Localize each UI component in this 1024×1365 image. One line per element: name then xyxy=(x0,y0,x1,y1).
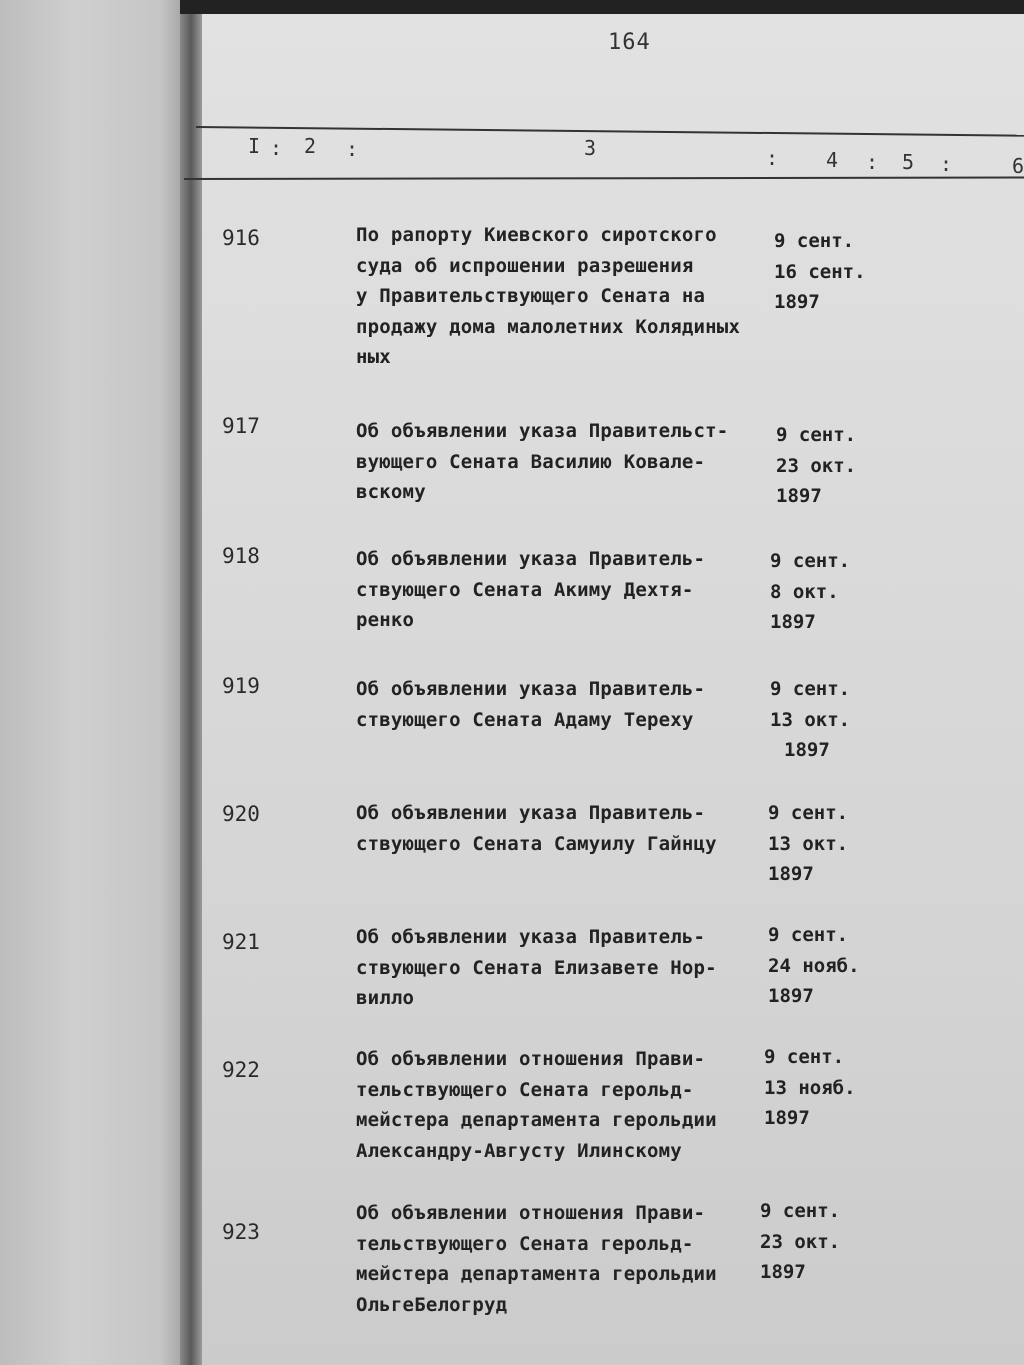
entry-dates xyxy=(770,674,850,766)
description-line: Об объявлении указа Правительст- xyxy=(356,420,729,442)
column-separator: : xyxy=(940,152,953,176)
description-line: Об объявлении указа Правитель- xyxy=(356,678,706,700)
entry-number: 917 xyxy=(222,414,260,438)
year: 1897 xyxy=(784,739,830,761)
year: 1897 xyxy=(770,611,816,633)
description-line: суда об испрошении разрешения xyxy=(356,254,694,277)
entry-number: 922 xyxy=(222,1058,260,1082)
column-header-3: 3 xyxy=(584,136,597,160)
start-date: 9 сент. xyxy=(768,924,849,946)
entry-description xyxy=(356,1044,766,1166)
description-line: мейстера департамента герольдии xyxy=(356,1109,717,1131)
entry-dates xyxy=(774,226,866,318)
top-shadow xyxy=(180,0,1024,14)
description-line: ренко xyxy=(356,609,415,631)
description-line: Об объявлении указа Правитель- xyxy=(356,548,706,570)
description-line: ОльгеБелогруд xyxy=(356,1293,508,1316)
entry-description xyxy=(356,220,766,373)
description-line: у Правительствующего Сената на xyxy=(356,285,706,307)
start-date: 9 сент. xyxy=(774,230,855,252)
description-line: тельствующего Сената герольд- xyxy=(356,1232,694,1255)
column-header-4: 4 xyxy=(826,148,839,172)
entry-dates xyxy=(768,920,860,1012)
description-line: тельствующего Сената герольд- xyxy=(356,1078,694,1101)
end-date: 16 сент. xyxy=(774,260,866,283)
entry-description xyxy=(356,1198,766,1320)
description-line: Об объявлении отношения Прави- xyxy=(356,1202,706,1224)
end-date: 13 окт. xyxy=(770,708,851,731)
end-date: 23 окт. xyxy=(760,1230,841,1253)
description-line: ствующего Сената Адаму Тереху xyxy=(356,708,694,731)
entry-description xyxy=(356,798,766,859)
description-line: вующего Сената Василию Ковале- xyxy=(356,450,706,473)
entry-description xyxy=(356,674,766,735)
entry-dates xyxy=(768,798,848,890)
description-line: Александру-Августу Илинскому xyxy=(356,1139,682,1162)
start-date: 9 сент. xyxy=(760,1200,841,1222)
year: 1897 xyxy=(774,291,820,313)
column-separator: : xyxy=(270,136,283,160)
description-line: ствующего Сената Акиму Дехтя- xyxy=(356,578,694,601)
description-line: Об объявлении указа Правитель- xyxy=(356,926,706,948)
description-line: мейстера департамента герольдии xyxy=(356,1263,717,1285)
entry-number: 920 xyxy=(222,802,260,826)
end-date: 13 нояб. xyxy=(764,1076,856,1099)
left-page-edge xyxy=(0,0,188,1365)
column-separator: : xyxy=(346,137,359,161)
year: 1897 xyxy=(768,985,814,1007)
year: 1897 xyxy=(760,1261,806,1283)
end-date: 13 окт. xyxy=(768,832,849,855)
entry-dates xyxy=(770,546,850,638)
start-date: 9 сент. xyxy=(764,1046,845,1068)
year: 1897 xyxy=(776,485,822,507)
description-line: По рапорту Киевского сиротского xyxy=(356,224,717,246)
start-date: 9 сент. xyxy=(770,550,851,572)
column-separator: : xyxy=(866,150,879,174)
entry-number: 919 xyxy=(222,674,260,698)
description-line: продажу дома малолетних Колядиных xyxy=(356,315,741,338)
column-header-1: I xyxy=(248,134,261,158)
description-line: ных xyxy=(356,346,391,368)
column-header-6: 6 xyxy=(1012,154,1024,178)
description-line: вскому xyxy=(356,481,426,503)
entry-number: 916 xyxy=(222,226,260,250)
year: 1897 xyxy=(764,1107,810,1129)
entry-dates xyxy=(764,1042,856,1134)
entry-number: 918 xyxy=(222,544,260,568)
entry-dates xyxy=(776,420,856,512)
column-header-5: 5 xyxy=(902,150,915,174)
description-line: вилло xyxy=(356,987,415,1009)
column-header-2: 2 xyxy=(304,134,317,158)
entry-number: 923 xyxy=(222,1220,260,1244)
entry-description xyxy=(356,544,766,636)
start-date: 9 сент. xyxy=(776,424,857,446)
entry-description xyxy=(356,416,766,508)
book-gutter xyxy=(180,0,202,1365)
end-date: 23 окт. xyxy=(776,454,857,477)
entry-description xyxy=(356,922,766,1014)
description-line: Об объявлении отношения Прави- xyxy=(356,1048,706,1070)
start-date: 9 сент. xyxy=(768,802,849,824)
start-date: 9 сент. xyxy=(770,678,851,700)
description-line: Об объявлении указа Правитель- xyxy=(356,802,706,824)
year: 1897 xyxy=(768,863,814,885)
column-separator: : xyxy=(766,146,779,170)
end-date: 24 нояб. xyxy=(768,954,860,977)
entry-number: 921 xyxy=(222,930,260,954)
page-number: 164 xyxy=(608,30,651,55)
end-date: 8 окт. xyxy=(770,580,839,603)
description-line: ствующего Сената Елизавете Нор- xyxy=(356,956,717,979)
description-line: ствующего Сената Самуилу Гайнцу xyxy=(356,832,717,855)
entry-dates xyxy=(760,1196,840,1288)
